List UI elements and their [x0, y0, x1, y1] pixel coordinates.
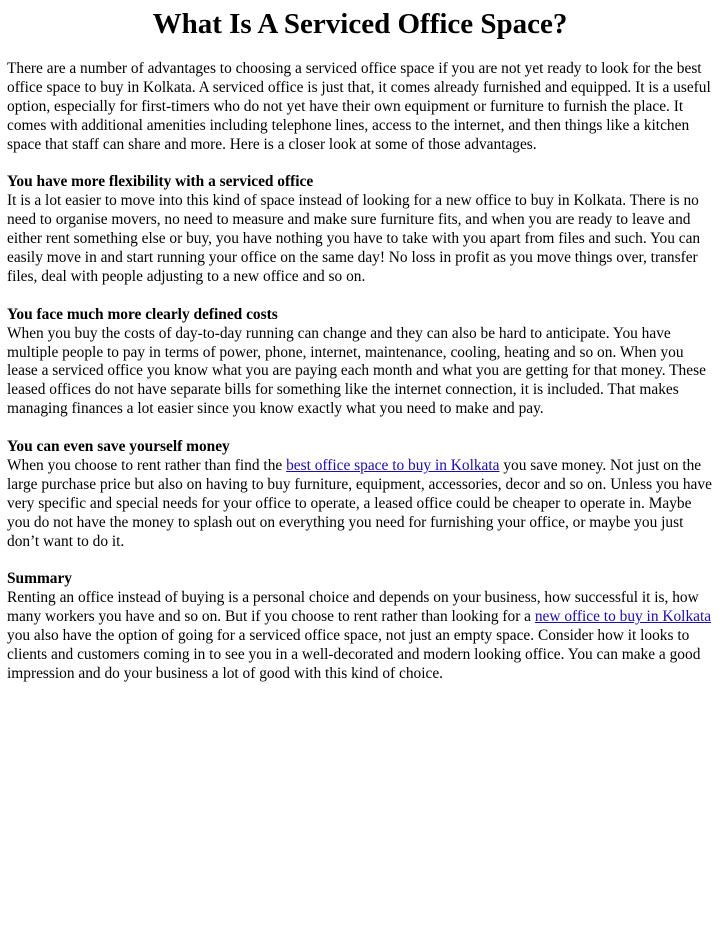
section-heading: Summary	[7, 570, 72, 588]
section-flexibility	[7, 173, 713, 286]
section-body-after-link: you also have the option of going for a serviced office space, not just an empty space. Consider how it looks to clients and customers coming in to see you in a well-decorated and modern looking office. You can make a good impression and do your business a lot of good with this kind of choice.	[7, 627, 701, 682]
section-body-after-link: you save money. Not just on the large purchase price but also on having to buy furniture, equipment, accessories, decor and so on. Unless you have very specific and special needs for your office to operate, a leased office could be cheaper to operate in. Maybe you do not have the money to splash out on everything you need for furnishing your office, or maybe you just don’t want to do it.	[7, 456, 712, 550]
section-heading: You can even save yourself money	[7, 438, 230, 456]
section-heading: You face much more clearly defined costs	[7, 305, 278, 323]
section-body-before-link: When you choose to rent rather than find the	[7, 456, 287, 474]
section-heading: You have more flexibility with a serviced office	[7, 173, 314, 191]
section-body-before-link: Renting an office instead of buying is a personal choice and depends on your business, how successful it is, how many workers you have and so on. But if you choose to rent rather than looking for a	[7, 589, 699, 626]
section-costs	[7, 306, 713, 419]
intro-paragraph: There are a number of advantages to choosing a serviced office space if you are not yet ready to look for the best office space to buy in Kolkata. A serviced office is just that, it comes already furnished and equipped. It is a useful option, especially for first-timers who do not yet have their own equipment or furniture to furnish the place. It comes with additional amenities including telephone lines, access to the internet, and then things like a kitchen space that staff can share and more. Here is a closer look at some of those advantages.	[7, 60, 711, 153]
new-office-link[interactable]: new office to buy in Kolkata	[534, 608, 712, 626]
office-space-link[interactable]: best office space to buy in Kolkata	[286, 456, 500, 474]
section-body: It is a lot easier to move into this kind of space instead of looking for a new office to buy in Kolkata. There is no need to organise movers, no need to measure and make sure furniture fits, and when you are ready to leave and either rent something else or buy, you have nothing you have to take with you apart from files and such. You can easily move in and start running your office on the same day! No loss in profit as you move things over, transfer files, deal with people adjusting to a new office and so on.	[7, 192, 701, 285]
page-title: What Is A Serviced Office Space?	[152, 8, 568, 40]
document-page	[7, 4, 713, 703]
section-summary	[7, 570, 713, 683]
section-body: When you buy the costs of day-to-day running can change and they can also be hard to anticipate. You have multiple people to pay in terms of power, phone, internet, maintenance, cooling, heating and so on. When you lease a serviced office you know what you are paying each month and what you are getting for that money. These leased offices do not have separate bills for something like the internet connection, it is included. That makes managing finances a lot easier since you know exactly what you need to make and pay.	[7, 324, 706, 418]
section-save-money	[7, 438, 713, 551]
